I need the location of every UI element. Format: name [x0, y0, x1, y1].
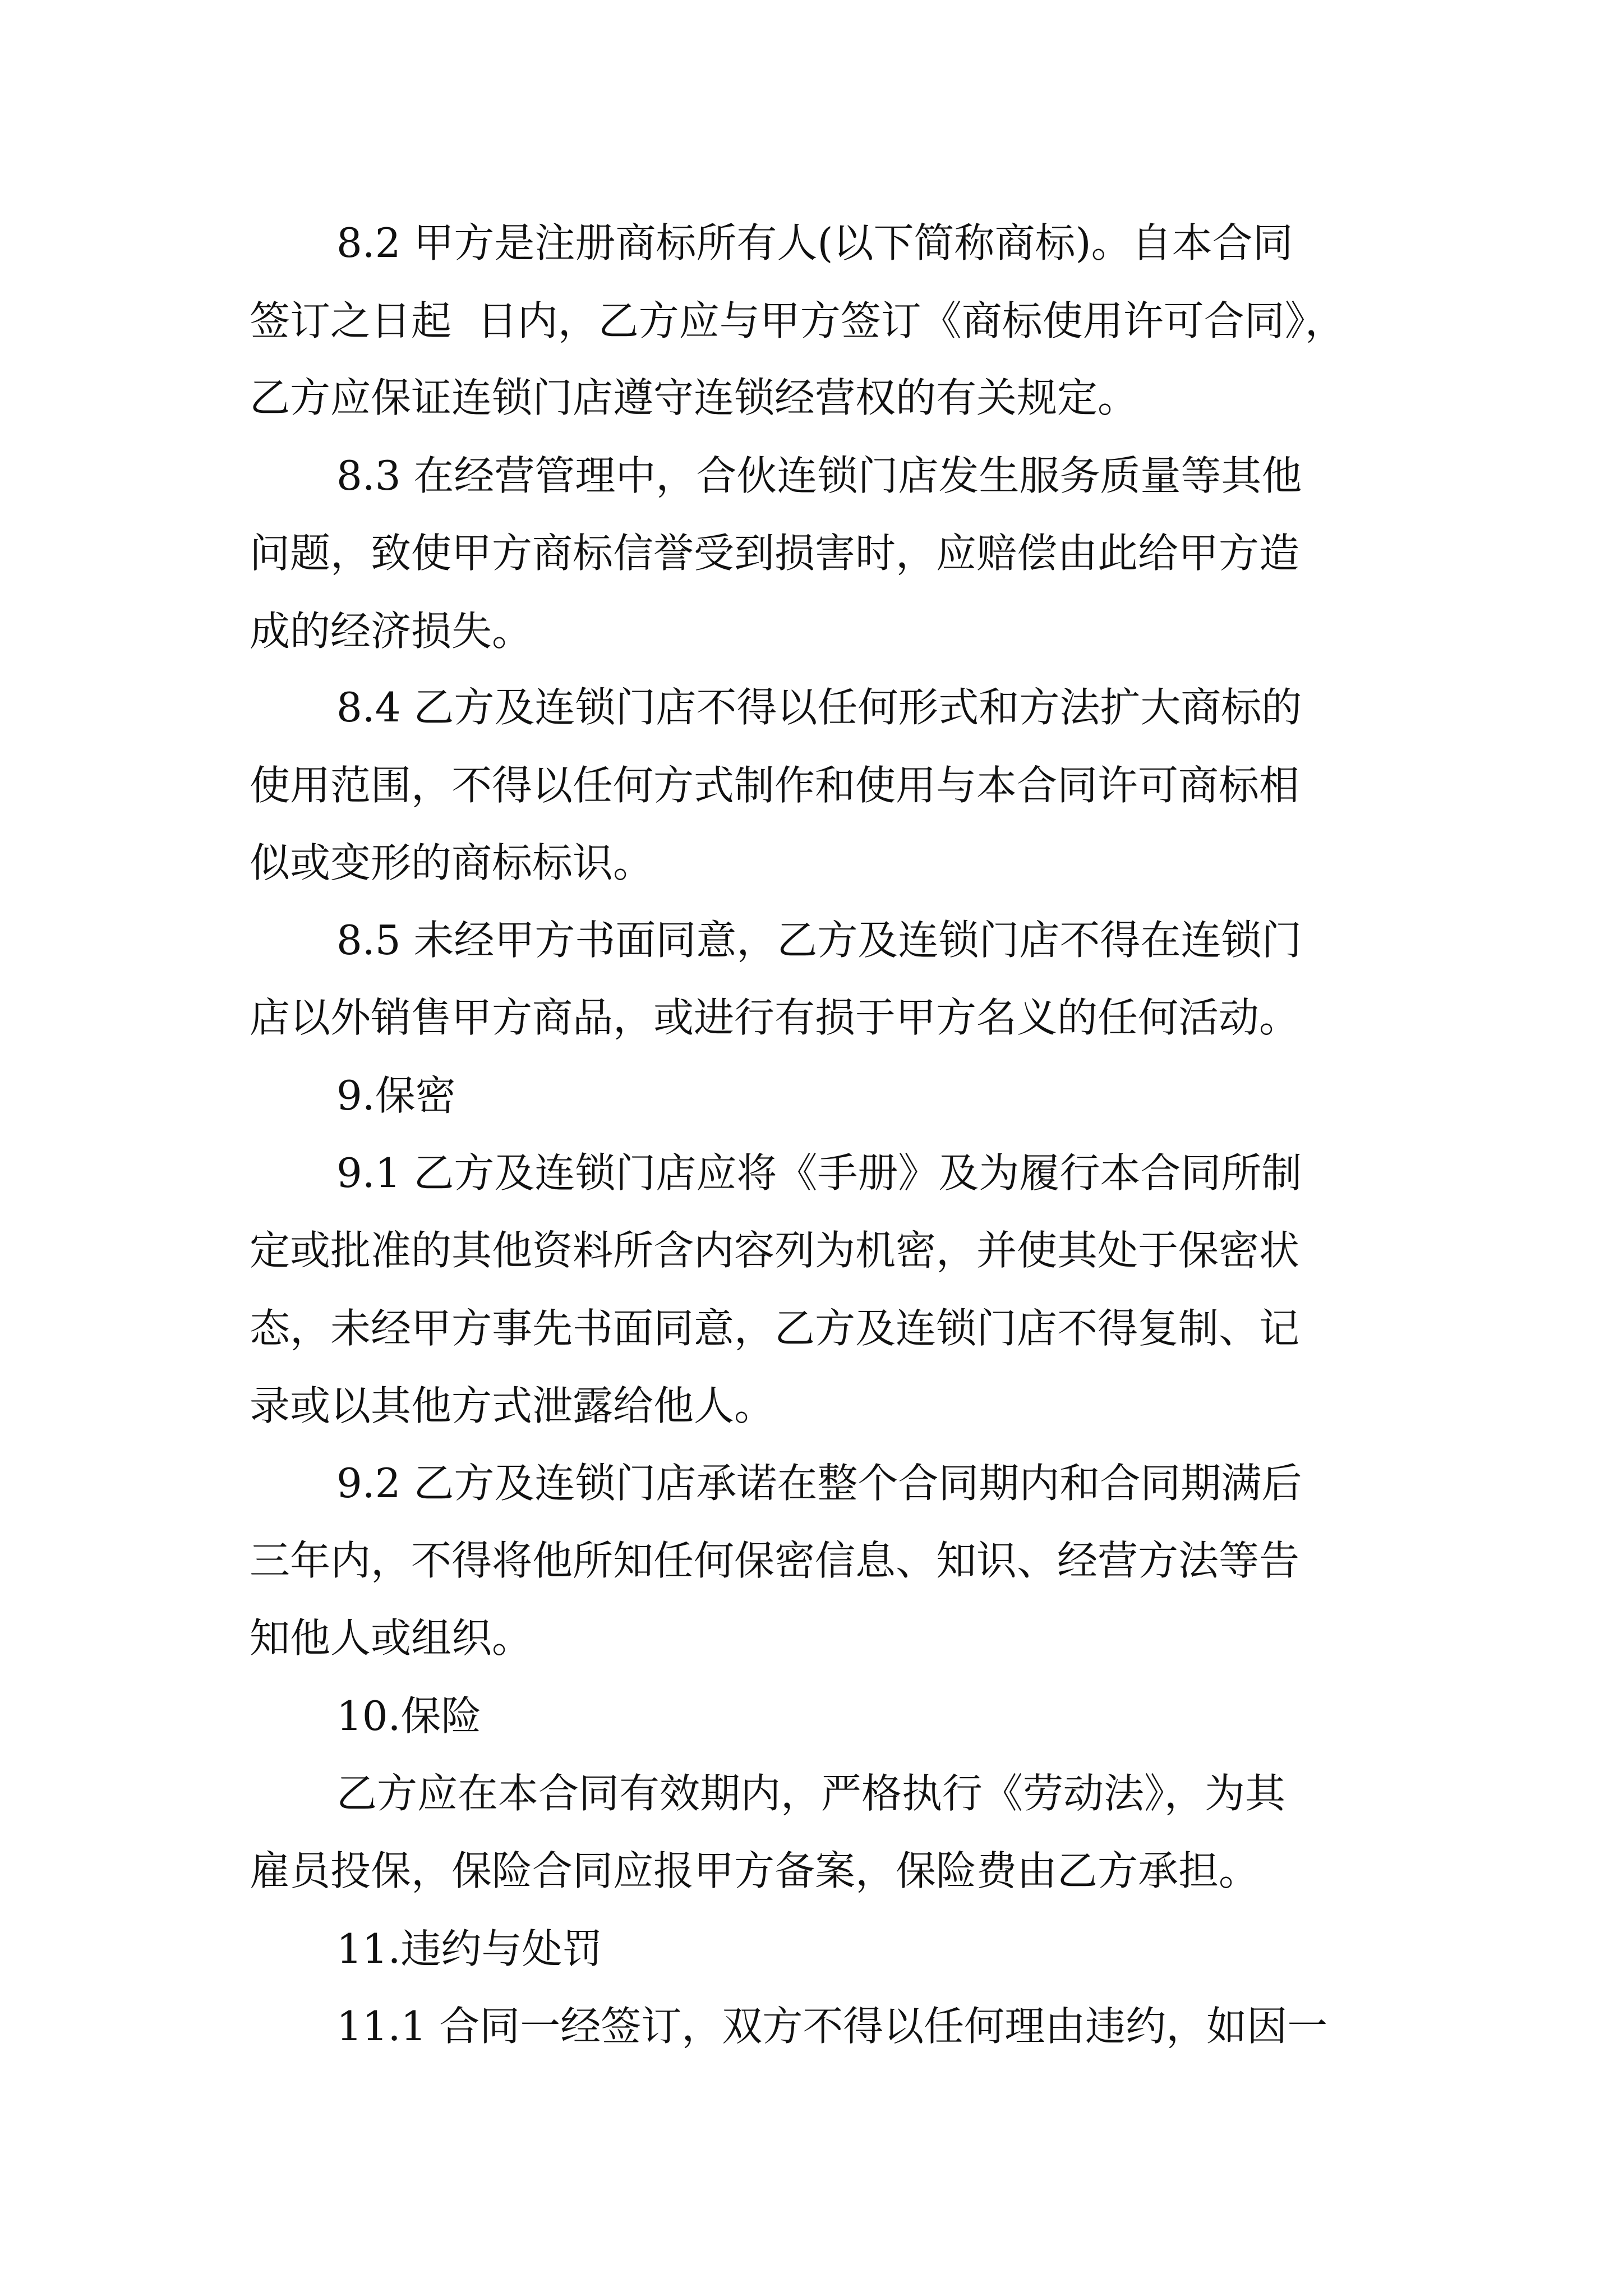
text-line: 似或变形的商标标识。 — [250, 839, 654, 886]
text-line: 使用范围，不得以任何方式制作和使用与本合同许可商标相 — [250, 762, 1300, 809]
text-line: 雇员投保，保险合同应报甲方备案，保险费由乙方承担。 — [250, 1847, 1260, 1894]
text-line: 店以外销售甲方商品，或进行有损于甲方名义的任何活动。 — [250, 994, 1300, 1041]
text-line: 三年内，不得将他所知任何保密信息、知识、经营方法等告 — [250, 1537, 1300, 1584]
text-line: 态，未经甲方事先书面同意，乙方及连锁门店不得复制、记 — [250, 1305, 1300, 1352]
text-line: 9.2 乙方及连锁门店承诺在整个合同期内和合同期满后 — [336, 1460, 1302, 1507]
text-line: 乙方应保证连锁门店遵守连锁经营权的有关规定。 — [250, 374, 1138, 421]
text-line: 定或批准的其他资料所含内容列为机密，并使其处于保密状 — [250, 1227, 1300, 1274]
text-line: 乙方应在本合同有效期内，严格执行《劳动法》，为其 — [336, 1770, 1286, 1817]
text-line: 9.1 乙方及连锁门店应将《手册》及为履行本合同所制 — [336, 1149, 1302, 1197]
section-heading: 11.违约与处罚 — [336, 1925, 603, 1972]
text-line: 成的经济损失。 — [250, 608, 533, 655]
text-line: 录或以其他方式泄露给他人。 — [250, 1382, 775, 1429]
text-line: 8.3 在经营管理中，合伙连锁门店发生服务质量等其他 — [336, 452, 1302, 499]
text-line: 签订之日起 日内，乙方应与甲方签订《商标使用许可合同》， — [250, 297, 1345, 344]
section-heading: 9.保密 — [336, 1072, 456, 1119]
text-line: 知他人或组织。 — [250, 1614, 533, 1662]
text-line: 8.4 乙方及连锁门店不得以任何形式和方法扩大商标的 — [336, 684, 1302, 731]
text-line: 8.5 未经甲方书面同意，乙方及连锁门店不得在连锁门 — [336, 917, 1302, 964]
text-line: 8.2 甲方是注册商标所有人(以下简称商标)。自本合同 — [336, 219, 1293, 266]
section-heading: 10.保险 — [336, 1692, 482, 1740]
text-line: 11.1 合同一经签订，双方不得以任何理由违约，如因一 — [336, 2003, 1328, 2050]
text-line: 问题，致使甲方商标信誉受到损害时，应赔偿由此给甲方造 — [250, 530, 1300, 577]
